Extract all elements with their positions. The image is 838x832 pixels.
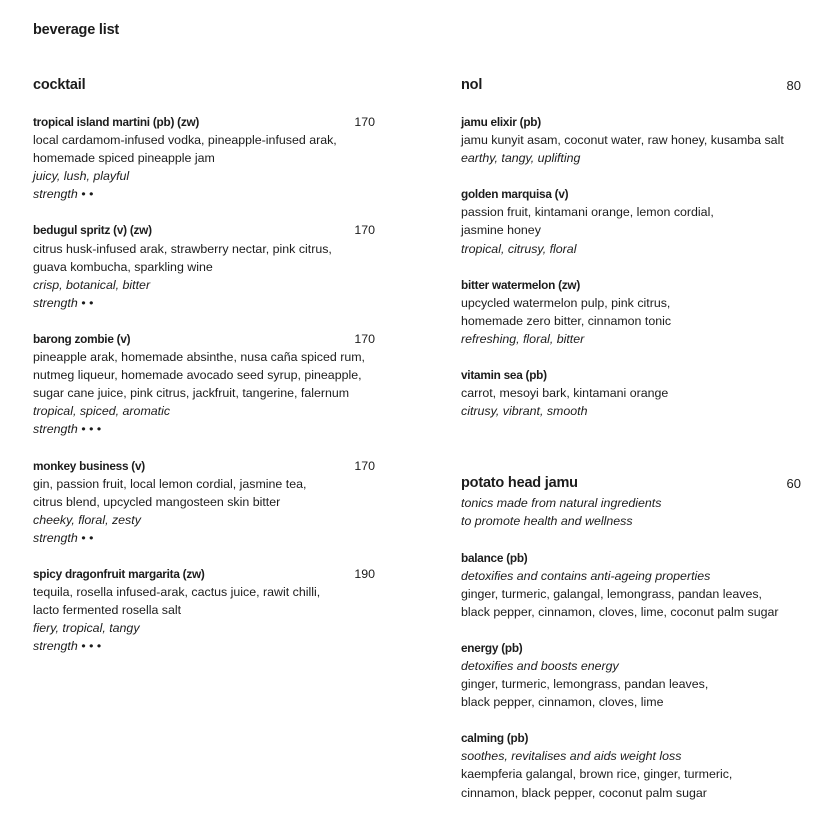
item-tagline: detoxifies and boosts energy [461, 658, 619, 673]
item-ingredients: black pepper, cinnamon, cloves, lime, coconut palm sugar [461, 604, 779, 619]
item-strength: strength • • • [33, 639, 102, 654]
item-price: 170 [354, 458, 375, 473]
item-price: 190 [354, 566, 375, 581]
item-name: calming (pb) [461, 731, 529, 746]
item-notes: citrusy, vibrant, smooth [461, 404, 588, 419]
menu-item [33, 565, 375, 655]
item-strength: strength • • • [33, 422, 102, 437]
item-name: balance (pb) [461, 550, 528, 565]
item-tagline: soothes, revitalises and aids weight loss [461, 749, 682, 764]
jamu-intro-line: tonics made from natural ingredients [461, 496, 662, 511]
item-ingredients: citrus husk-infused arak, strawberry nectar, pink citrus, [33, 241, 332, 256]
item-notes: cheeky, floral, zesty [33, 512, 141, 527]
item-ingredients: tequila, rosella infused-arak, cactus juice, rawit chilli, [33, 585, 321, 600]
menu-item [33, 457, 375, 547]
item-notes: earthy, tangy, uplifting [461, 151, 581, 166]
item-ingredients: homemade spiced pineapple jam [33, 151, 215, 166]
item-name: monkey business (v) [33, 458, 145, 473]
menu-item [461, 639, 801, 711]
cocktail-section-title: cocktail [33, 77, 86, 93]
item-notes: crisp, botanical, bitter [33, 277, 151, 292]
item-ingredients: homemade zero bitter, cinnamon tonic [461, 313, 672, 328]
item-name: jamu elixir (pb) [461, 115, 541, 129]
item-ingredients: nutmeg liqueur, homemade avocado seed syrup, pineapple, [33, 368, 362, 383]
nol-section-price: 80 [786, 78, 801, 93]
item-strength: strength • • [33, 530, 94, 545]
menu-item [33, 330, 375, 439]
item-ingredients: sugar cane juice, pink citrus, jackfruit, tangerine, falernum [33, 386, 350, 401]
jamu-intro [461, 494, 801, 530]
item-ingredients: passion fruit, kintamani orange, lemon cordial, [461, 205, 714, 220]
menu-item [461, 185, 801, 257]
item-ingredients: carrot, mesoyi bark, kintamani orange [461, 386, 669, 401]
item-ingredients: citrus blend, upcycled mangosteen skin bitter [33, 494, 281, 509]
page-title: beverage list [33, 22, 120, 38]
item-ingredients: guava kombucha, sparkling wine [33, 259, 213, 274]
jamu-section-title: potato head jamu [461, 475, 578, 492]
item-strength: strength • • [33, 295, 94, 310]
item-price: 170 [354, 223, 375, 238]
item-name: bedugul spritz (v) (zw) [33, 223, 152, 238]
item-notes: tropical, spiced, aromatic [33, 404, 171, 419]
jamu-section-header [461, 474, 801, 494]
item-ingredients: jasmine honey [461, 223, 541, 238]
menu-item [33, 221, 375, 311]
item-strength: strength • • [33, 187, 94, 202]
item-ingredients: cinnamon, black pepper, coconut palm sugar [461, 785, 707, 800]
item-tagline: detoxifies and contains anti-ageing properties [461, 568, 711, 583]
item-ingredients: ginger, turmeric, galangal, lemongrass, pandan leaves, [461, 586, 762, 601]
menu-item [461, 276, 801, 348]
item-ingredients: gin, passion fruit, local lemon cordial, jasmine tea, [33, 476, 307, 491]
item-name: tropical island martini (pb) (zw) [33, 115, 200, 129]
item-ingredients: upcycled watermelon pulp, pink citrus, [461, 295, 671, 310]
menu-item [33, 113, 375, 203]
item-notes: juicy, lush, playful [33, 169, 130, 184]
item-name: bitter watermelon (zw) [461, 277, 581, 292]
item-ingredients: jamu kunyit asam, coconut water, raw honey, kusamba salt [461, 133, 784, 148]
item-ingredients: black pepper, cinnamon, cloves, lime [461, 695, 664, 710]
item-ingredients: pineapple arak, homemade absinthe, nusa caña spiced rum, [33, 350, 366, 365]
cocktail-section-header [33, 76, 375, 96]
item-name: barong zombie (v) [33, 331, 131, 346]
item-ingredients: kaempferia galangal, brown rice, ginger, turmeric, [461, 767, 733, 782]
item-notes: refreshing, floral, bitter [461, 331, 585, 346]
item-name: golden marquisa (v) [461, 187, 569, 202]
menu-item [461, 729, 801, 801]
item-name: vitamin sea (pb) [461, 368, 547, 383]
item-ingredients: local cardamom-infused vodka, pineapple-infused arak, [33, 133, 337, 148]
section-spacer [461, 438, 801, 474]
nol-jamu-column [461, 76, 801, 820]
item-notes: tropical, citrusy, floral [461, 241, 577, 256]
item-price: 170 [354, 331, 375, 346]
nol-section-title: nol [461, 77, 483, 93]
item-ingredients: lacto fermented rosella salt [33, 603, 182, 618]
cocktail-column [33, 76, 375, 673]
item-price: 170 [354, 115, 375, 129]
jamu-section-price: 60 [786, 476, 801, 492]
item-name: spicy dragonfruit margarita (zw) [33, 566, 205, 581]
menu-item [461, 366, 801, 420]
item-ingredients: ginger, turmeric, lemongrass, pandan leaves, [461, 677, 709, 692]
item-notes: fiery, tropical, tangy [33, 621, 140, 636]
nol-section-header [461, 76, 801, 96]
menu-item [461, 549, 801, 621]
menu-item [461, 113, 801, 167]
item-name: energy (pb) [461, 640, 523, 655]
jamu-intro-line: to promote health and wellness [461, 514, 633, 529]
